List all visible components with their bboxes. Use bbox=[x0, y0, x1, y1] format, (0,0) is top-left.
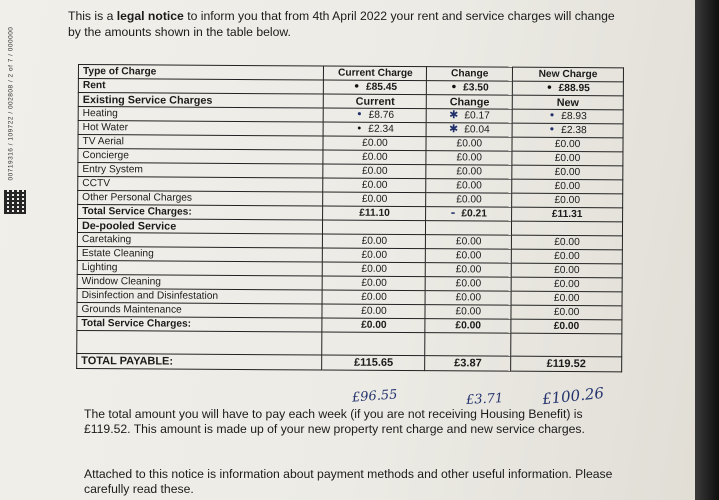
row-change: £0.00 bbox=[425, 277, 511, 292]
intro-bold: legal notice bbox=[116, 9, 184, 23]
attachment-paragraph: Attached to this notice is information about payment methods and other useful information. Please carefully read these. bbox=[84, 467, 613, 496]
barcode-icon bbox=[4, 190, 26, 214]
row-current: £0.00 bbox=[323, 248, 426, 263]
row-current: £0.00 bbox=[323, 276, 426, 291]
header-change: Change bbox=[427, 67, 513, 82]
total-new: £0.00 bbox=[511, 319, 622, 334]
row-change: £0.00 bbox=[426, 235, 512, 250]
row-new: £0.00 bbox=[511, 291, 622, 306]
row-change: £0.00 bbox=[426, 137, 512, 152]
total-change: £0.00 bbox=[425, 319, 511, 334]
rent-new: £88.95 bbox=[558, 82, 590, 94]
side-reference-print: 00719316 / 109722 / 002808 / 2 of 7 / 000000 bbox=[7, 26, 15, 181]
row-change: £0.00 bbox=[426, 151, 512, 166]
row-label: Caretaking bbox=[77, 232, 323, 247]
row-change: £0.00 bbox=[426, 263, 512, 278]
pen-dot-mark: • bbox=[548, 108, 556, 122]
intro-part2: to inform you that from 4th April 2022 your rent and service charges will change by the amounts shown in the table below. bbox=[68, 9, 615, 39]
row-label: Grounds Maintenance bbox=[77, 302, 323, 317]
row-change: £0.00 bbox=[426, 249, 512, 264]
row-current: £2.34 bbox=[368, 123, 394, 135]
row-new: £0.00 bbox=[512, 193, 623, 208]
row-change: £0.00 bbox=[426, 179, 512, 194]
total-explanation-paragraph: The total amount you will have to pay each week (if you are not receiving Housing Benefit) is £119.52. This amount is made up of your new property rent charge and new service charges. bbox=[84, 407, 585, 436]
pen-star-mark: ✱ bbox=[449, 108, 459, 122]
header-type: Type of Charge bbox=[78, 65, 324, 80]
row-new: £0.00 bbox=[512, 165, 623, 180]
spacer-row bbox=[77, 330, 622, 356]
pen-star-mark: ✱ bbox=[448, 122, 459, 136]
existing-new-label: New bbox=[512, 95, 623, 110]
header-current: Current Charge bbox=[324, 66, 427, 81]
rent-label: Rent bbox=[78, 79, 324, 94]
row-current: £0.00 bbox=[323, 150, 426, 165]
row-label: Lighting bbox=[77, 260, 323, 275]
existing-label: Existing Service Charges bbox=[78, 93, 324, 108]
handwritten-current: £96.55 bbox=[351, 387, 398, 406]
row-change: £0.04 bbox=[464, 124, 490, 136]
dot-mark: • bbox=[450, 81, 458, 93]
rent-change: £3.50 bbox=[463, 81, 489, 94]
row-label: Entry System bbox=[78, 163, 324, 178]
row-current: £8.76 bbox=[368, 109, 395, 121]
row-new: £0.00 bbox=[511, 305, 622, 320]
row-change: £0.00 bbox=[426, 165, 512, 180]
total-label: Total Service Charges: bbox=[78, 205, 324, 220]
row-current: £0.00 bbox=[323, 234, 426, 249]
dot-mark: • bbox=[546, 82, 553, 94]
row-label: Concierge bbox=[78, 149, 324, 164]
row-label: Disinfection and Disinfestation bbox=[77, 288, 323, 303]
header-new: New Charge bbox=[513, 67, 624, 82]
total-payable-row bbox=[77, 353, 622, 371]
row-new: £0.00 bbox=[512, 151, 623, 166]
row-change: £0.00 bbox=[426, 193, 512, 208]
row-current: £0.00 bbox=[323, 178, 426, 193]
total-new: £11.31 bbox=[512, 207, 623, 222]
row-current: £0.00 bbox=[323, 192, 426, 207]
row-new: £0.00 bbox=[512, 179, 623, 194]
total-payable-current: £115.65 bbox=[322, 355, 425, 371]
row-label: Window Cleaning bbox=[77, 274, 323, 289]
row-label: Heating bbox=[78, 107, 324, 122]
intro-text bbox=[68, 8, 628, 40]
row-current: £0.00 bbox=[323, 164, 426, 179]
total-payable-label: TOTAL PAYABLE: bbox=[77, 353, 323, 369]
intro-part1: This is a bbox=[68, 9, 117, 23]
row-new: £8.93 bbox=[561, 110, 587, 123]
row-change: £0.00 bbox=[425, 291, 511, 306]
row-current: £0.00 bbox=[323, 136, 426, 151]
row-new: £0.00 bbox=[511, 263, 622, 278]
row-current: £0.00 bbox=[323, 290, 426, 305]
row-change: £0.17 bbox=[464, 110, 490, 122]
dot-mark: • bbox=[356, 123, 363, 135]
rent-current: £85.45 bbox=[365, 81, 398, 93]
row-label: Other Personal Charges bbox=[78, 191, 324, 206]
photo-background-edge bbox=[695, 0, 719, 500]
charges-table bbox=[76, 64, 624, 372]
pen-dot-mark: • bbox=[548, 122, 556, 136]
total-change: £0.21 bbox=[461, 208, 487, 220]
row-label: Estate Cleaning bbox=[77, 246, 323, 261]
existing-change-label: Change bbox=[427, 95, 513, 110]
handwritten-new: £100.26 bbox=[541, 383, 605, 409]
existing-current-label: Current bbox=[324, 94, 427, 109]
row-new: £2.38 bbox=[561, 124, 587, 137]
row-current: £0.00 bbox=[322, 304, 425, 319]
depooled-label: De-pooled Service bbox=[77, 219, 323, 234]
total-current: £0.00 bbox=[322, 318, 425, 333]
total-payable-change: £3.87 bbox=[425, 356, 511, 372]
row-new: £0.00 bbox=[511, 277, 622, 292]
row-label: CCTV bbox=[78, 177, 324, 192]
handwritten-change: £3.71 bbox=[465, 391, 504, 408]
total-current: £11.10 bbox=[323, 206, 426, 221]
row-new: £0.00 bbox=[512, 235, 623, 250]
row-current: £0.00 bbox=[323, 262, 426, 277]
row-new: £0.00 bbox=[511, 249, 622, 264]
pen-dash-mark: - bbox=[450, 206, 456, 220]
row-label: TV Aerial bbox=[78, 135, 324, 150]
total-payable-new: £119.52 bbox=[511, 356, 622, 372]
row-change: £0.00 bbox=[425, 305, 511, 320]
dot-mark: • bbox=[353, 81, 360, 93]
row-label: Hot Water bbox=[78, 121, 324, 136]
total-label: Total Service Charges: bbox=[77, 316, 323, 331]
row-new: £0.00 bbox=[512, 137, 623, 152]
pen-dot-mark: • bbox=[356, 107, 363, 121]
